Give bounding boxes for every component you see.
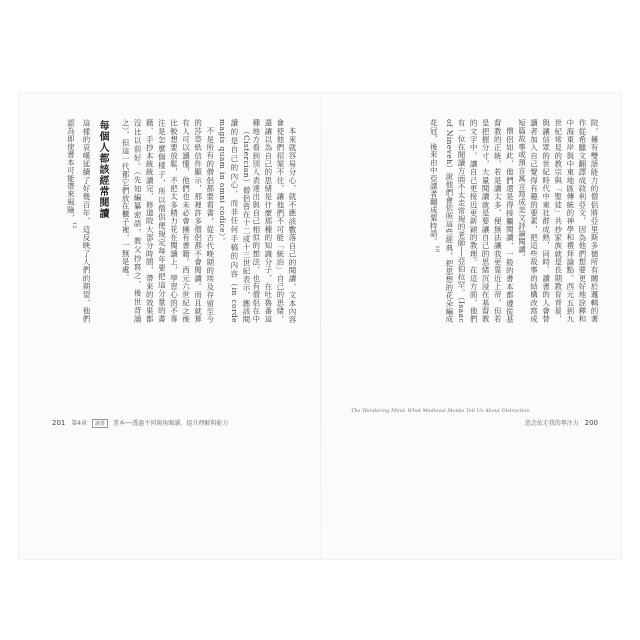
left-page: [18, 92, 320, 560]
chapter-label: 第4章: [71, 420, 88, 427]
right-folio: [525, 418, 602, 427]
left-paragraph-text: （Cistercian）僧侶曾在十二或十三世紀表示，應該閱讀的是自己的內心，而非任何手稿的內容（in corde magis quam in omni codice）。: [217, 119, 251, 323]
left-paragraph-2: [110, 119, 252, 323]
left-paragraph-text: 本來就容易分心，就不應該數落自己的閱讀，文本內容會使他們招架不住，讓他們不可能「統治」自己的思緒，還讓以為自己的思緒是什麼那種的知識分子，在吐魯番這種地方看到別人表達出與自己相似的想法，也有僧侶在中: [252, 119, 297, 323]
left-folio: [48, 418, 228, 428]
page-title: 意念依走我的專注力: [524, 420, 579, 427]
right-body: [327, 119, 600, 323]
page-number: 200: [584, 419, 598, 427]
chapter-title: 書本──透過不同視角閱讀，提升理解與能力: [112, 420, 229, 427]
footnote-ref: 10: [433, 245, 440, 253]
left-paragraph-1: [252, 119, 298, 323]
left-tail-paragraph: [34, 119, 92, 323]
footnote-ref: 12: [70, 221, 77, 229]
section-heading: 每個人都該經常閱讀: [97, 120, 108, 219]
right-paragraph-text: [427, 119, 515, 323]
chapter-tag: 讀書: [92, 419, 108, 428]
left-tail-text: 這樣的哀嘆延續了好幾百年，這反映了人們的期望，他們認為即使書本可能帶來風險，: [66, 119, 91, 323]
running-head: The Wandering Mind: What Medieval Monks Tell Us About Distraction: [351, 408, 530, 414]
right-paragraph-span: 僧侶如此，他們還是得接觸閱讀，一般的書本都遵從基督教的正統，若是讀太多，便無法讓我更靠近上帝。但若是把握分寸，大量閱讀就是要讓自己的思緒沉浸在基督教的文字中，讓自己更接近更新穎的教理。在這方面，他們有一位在閱讀方面不太走常規的老師──亞伯拉罕。（Isaac of Nineveh）說他們會依照這些經典，把思想的花朵編成花冠，後來由中亞譯者翻成粟特語。: [429, 119, 515, 323]
right-page: [321, 92, 622, 560]
right-paragraph-text: 院，擁有雙語能力的僧侶將亞里斯多德所有關於邏輯的著作從希臘文翻譯成敘利亞文，因為他們想要更好地詮釋和中海東岸與中東地區傳統的神學和禮拜論點。西元五到九世紀常見的教宗與「聖徒」共抄家族就是長期教育背景，與讓信眾的世紀時代中東社群成熟，同時、讀書的人會替讀者加入自己覺得有趣的要素，把這些故事的結構改寫成短篇故事或預言寓言寫成美文評論閱讀。: [517, 119, 599, 323]
page-number: 201: [52, 419, 66, 427]
left-paragraph-text: 不是所有的僧侶都要看書，從古代晚期的埃及存留至今的莎草紙信件顯示，那裡許多僧侶都不會閱讀。而且就算有人可以讀懂，他們也未必會擁有書籍。西元六世紀之後比較想要放鬆，不把太多精力花在閱讀上，學習心的不專注是怎麼個樣子，所以僧侶便規定每年要把這分量的書籍、手抄本統統讀完，修道院大部分時間，帶來的效果都沒比以前好。（先知編纂密語，教父抄寫之，後世背誦之），但這一代都它們放在櫃子裡，一無是處。: [121, 119, 215, 323]
